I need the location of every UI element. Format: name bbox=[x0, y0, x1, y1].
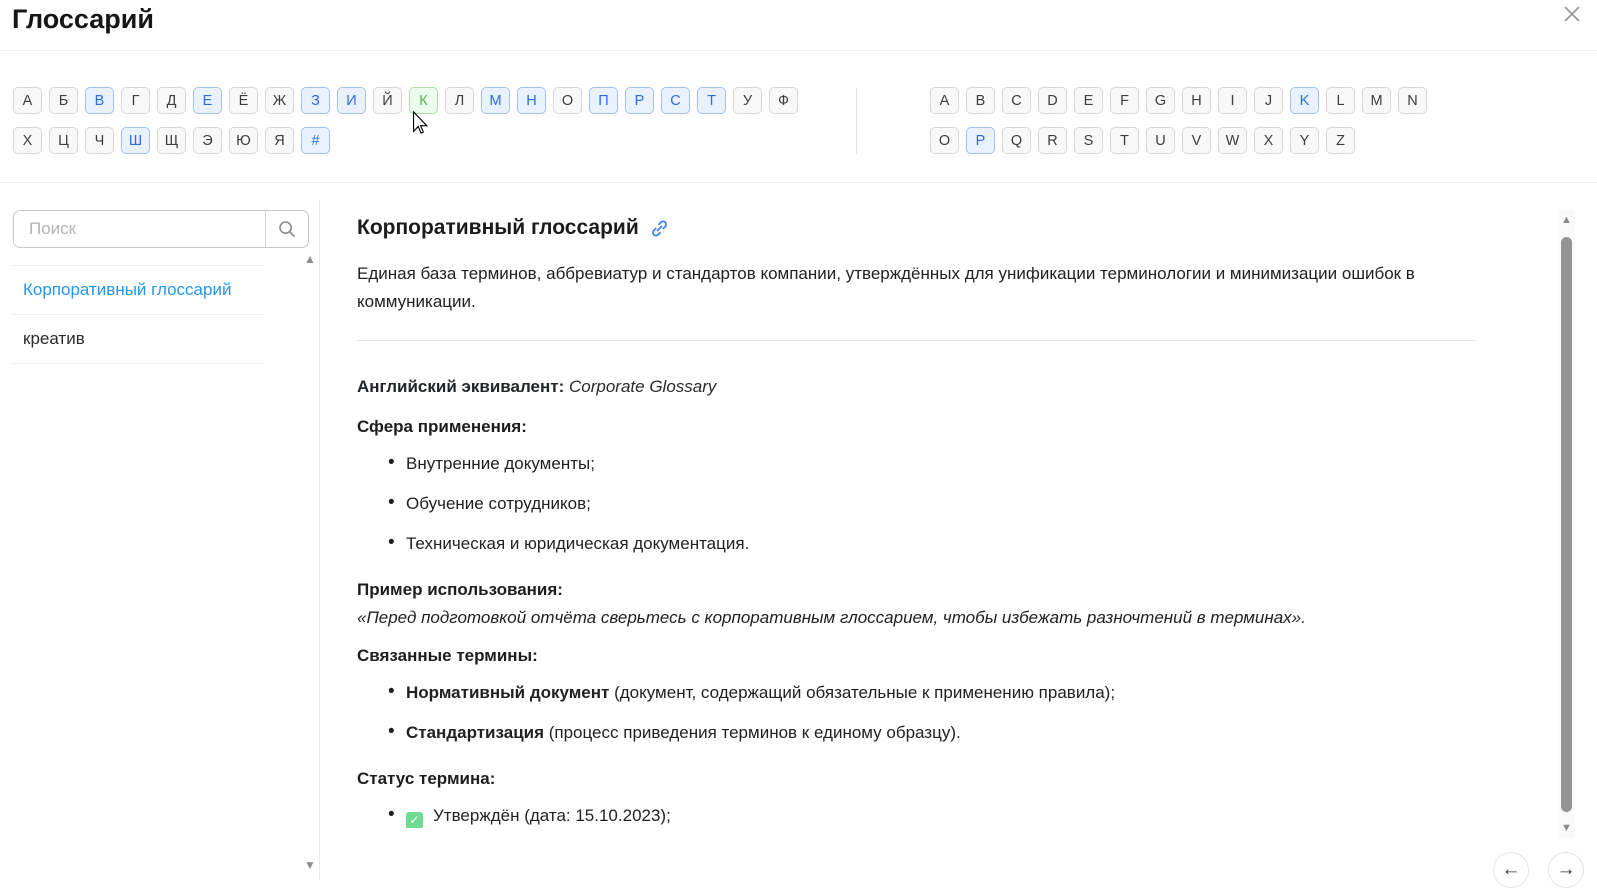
sidebar-scroll-up-icon[interactable]: ▲ bbox=[304, 252, 316, 266]
sidebar-divider bbox=[319, 200, 320, 880]
letter-button-Н[interactable]: Н bbox=[517, 87, 546, 114]
letter-button-В[interactable]: В bbox=[85, 87, 114, 114]
permalink-button[interactable] bbox=[650, 219, 669, 238]
content-scroll-up-icon[interactable]: ▲ bbox=[1561, 214, 1572, 226]
letter-button-P[interactable]: P bbox=[966, 127, 995, 154]
previous-term-button[interactable] bbox=[1493, 852, 1529, 888]
letter-button-R[interactable]: R bbox=[1038, 127, 1067, 154]
letter-button-Z[interactable]: Z bbox=[1326, 127, 1355, 154]
letter-button-К[interactable]: К bbox=[409, 87, 438, 114]
letter-button-Г[interactable]: Г bbox=[121, 87, 150, 114]
letter-button-Y[interactable]: Y bbox=[1290, 127, 1319, 154]
english-equivalent-label: Английский эквивалент: bbox=[357, 377, 565, 396]
letter-button-U[interactable]: U bbox=[1146, 127, 1175, 154]
letter-button-O[interactable]: O bbox=[930, 127, 959, 154]
link-icon bbox=[650, 219, 669, 238]
letter-button-D[interactable]: D bbox=[1038, 87, 1067, 114]
letter-button-C[interactable]: C bbox=[1002, 87, 1031, 114]
scope-item: • Обучение сотрудников; bbox=[357, 494, 1477, 514]
scope-list bbox=[357, 454, 1477, 554]
letter-button-Т[interactable]: Т bbox=[697, 87, 726, 114]
alphabet-divider bbox=[856, 88, 857, 154]
letter-button-Ю[interactable]: Ю bbox=[229, 127, 258, 154]
article-divider bbox=[357, 340, 1477, 341]
letter-button-A[interactable]: A bbox=[930, 87, 959, 114]
close-button[interactable] bbox=[1560, 3, 1584, 27]
search-button[interactable] bbox=[266, 211, 308, 247]
cyrillic-letter-filter bbox=[13, 87, 798, 167]
letter-button-B[interactable]: B bbox=[966, 87, 995, 114]
letter-button-I[interactable]: I bbox=[1218, 87, 1247, 114]
letter-button-X[interactable]: X bbox=[1254, 127, 1283, 154]
letter-button-Я[interactable]: Я bbox=[265, 127, 294, 154]
letter-button-Й[interactable]: Й bbox=[373, 87, 402, 114]
letter-button-#[interactable]: # bbox=[301, 127, 330, 154]
example-quote: «Перед подготовкой отчёта сверьтесь с корпоративным глоссарием, чтобы избежать разночтений в терминах». bbox=[357, 608, 1306, 627]
status-list bbox=[357, 806, 1477, 828]
letter-button-G[interactable]: G bbox=[1146, 87, 1175, 114]
example-heading: Пример использования: bbox=[357, 580, 563, 599]
close-icon bbox=[1563, 5, 1581, 23]
article-description: Единая база терминов, аббревиатур и стандартов компании, утверждённых для унификации терминологии и минимизации ошибок в коммуникации. bbox=[357, 264, 1415, 311]
status-check-icon: ✓ bbox=[406, 812, 423, 828]
english-equivalent-value: Corporate Glossary bbox=[569, 377, 717, 396]
letter-button-T[interactable]: T bbox=[1110, 127, 1139, 154]
letter-button-З[interactable]: З bbox=[301, 87, 330, 114]
article-title: Корпоративный глоссарий bbox=[357, 216, 639, 239]
related-list bbox=[357, 683, 1477, 743]
scope-item: • Внутренние документы; bbox=[357, 454, 1477, 474]
related-term-name: Стандартизация bbox=[406, 723, 545, 742]
letter-button-S[interactable]: S bbox=[1074, 127, 1103, 154]
english-equivalent-row bbox=[357, 376, 1477, 397]
letter-button-Д[interactable]: Д bbox=[157, 87, 186, 114]
term-list-item[interactable]: креатив bbox=[13, 315, 263, 364]
letter-button-О[interactable]: О bbox=[553, 87, 582, 114]
letter-button-С[interactable]: С bbox=[661, 87, 690, 114]
letter-button-Ж[interactable]: Ж bbox=[265, 87, 294, 114]
letter-button-H[interactable]: H bbox=[1182, 87, 1211, 114]
letter-button-Ш[interactable]: Ш bbox=[121, 127, 150, 154]
content-scrollbar-thumb[interactable] bbox=[1561, 237, 1572, 812]
term-list bbox=[13, 265, 263, 364]
related-term-item: • Стандартизация (процесс приведения терминов к единому образцу). bbox=[357, 723, 1477, 743]
scope-item: • Техническая и юридическая документация. bbox=[357, 534, 1477, 554]
arrow-right-icon: → bbox=[1556, 859, 1576, 880]
scope-heading: Сфера применения: bbox=[357, 417, 527, 436]
letter-button-А[interactable]: А bbox=[13, 87, 42, 114]
search-icon bbox=[277, 219, 297, 239]
letter-button-E[interactable]: E bbox=[1074, 87, 1103, 114]
letter-button-Щ[interactable]: Щ bbox=[157, 127, 186, 154]
next-term-button[interactable] bbox=[1548, 852, 1584, 888]
related-term-item: • Нормативный документ (документ, содержащий обязательные к применению правила); bbox=[357, 683, 1477, 703]
letter-button-Б[interactable]: Б bbox=[49, 87, 78, 114]
letter-button-Л[interactable]: Л bbox=[445, 87, 474, 114]
term-list-item[interactable]: Корпоративный глоссарий bbox=[13, 266, 263, 315]
letter-button-L[interactable]: L bbox=[1326, 87, 1355, 114]
letter-button-У[interactable]: У bbox=[733, 87, 762, 114]
arrow-left-icon: ← bbox=[1501, 859, 1521, 880]
search-box bbox=[13, 210, 309, 248]
article-header bbox=[357, 216, 1477, 240]
letter-button-Ё[interactable]: Ё bbox=[229, 87, 258, 114]
letter-button-N[interactable]: N bbox=[1398, 87, 1427, 114]
letter-button-W[interactable]: W bbox=[1218, 127, 1247, 154]
letter-button-Ц[interactable]: Ц bbox=[49, 127, 78, 154]
letter-button-И[interactable]: И bbox=[337, 87, 366, 114]
search-input[interactable] bbox=[14, 211, 265, 247]
letter-button-V[interactable]: V bbox=[1182, 127, 1211, 154]
letter-button-J[interactable]: J bbox=[1254, 87, 1283, 114]
latin-letter-filter bbox=[930, 87, 1427, 167]
letter-button-П[interactable]: П bbox=[589, 87, 618, 114]
alphabet-section-divider bbox=[0, 182, 1597, 183]
header-divider bbox=[0, 50, 1597, 51]
letter-button-F[interactable]: F bbox=[1110, 87, 1139, 114]
content-scroll-down-icon[interactable]: ▼ bbox=[1561, 822, 1572, 834]
letter-button-M[interactable]: M bbox=[1362, 87, 1391, 114]
letter-button-Х[interactable]: Х bbox=[13, 127, 42, 154]
letter-button-Ф[interactable]: Ф bbox=[769, 87, 798, 114]
related-term-name: Нормативный документ bbox=[406, 683, 610, 702]
article-content bbox=[357, 200, 1477, 828]
status-item: • ✓ Утверждён (дата: 15.10.2023); bbox=[357, 806, 1477, 828]
letter-button-K[interactable]: K bbox=[1290, 87, 1319, 114]
letter-button-Р[interactable]: Р bbox=[625, 87, 654, 114]
sidebar-scroll-down-icon[interactable]: ▼ bbox=[304, 858, 316, 872]
letter-button-Е[interactable]: Е bbox=[193, 87, 222, 114]
related-heading: Связанные термины: bbox=[357, 646, 538, 665]
page-title: Глоссарий bbox=[12, 4, 154, 34]
status-heading: Статус термина: bbox=[357, 769, 496, 788]
letter-button-Q[interactable]: Q bbox=[1002, 127, 1031, 154]
letter-button-М[interactable]: М bbox=[481, 87, 510, 114]
letter-button-Ч[interactable]: Ч bbox=[85, 127, 114, 154]
letter-button-Э[interactable]: Э bbox=[193, 127, 222, 154]
